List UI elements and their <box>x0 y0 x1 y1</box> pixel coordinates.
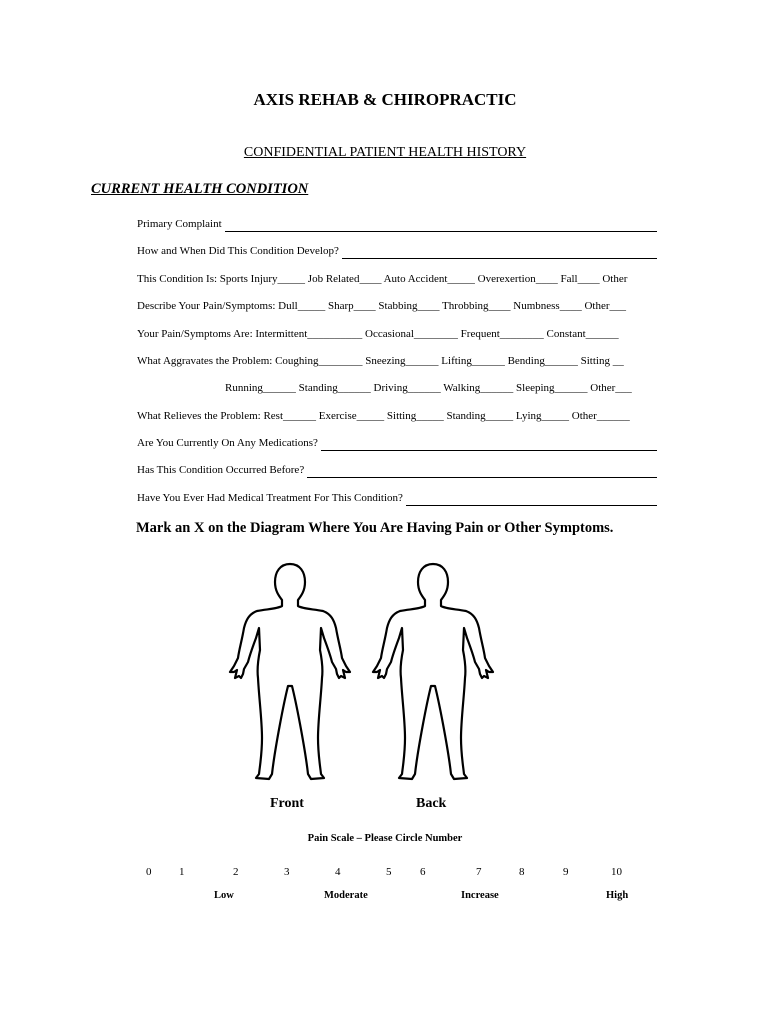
front-label: Front <box>270 796 304 811</box>
occurred-before-field[interactable] <box>307 465 657 478</box>
describe-pain-row[interactable]: Describe Your Pain/Symptoms: Dull_____ Sharp____ Stabbing____ Throbbing____ Numbness____ Other___ <box>137 300 626 312</box>
aggravates-row[interactable]: What Aggravates the Problem: Coughing________ Sneezing______ Lifting______ Bending______ Sitting __ <box>137 355 624 367</box>
back-label: Back <box>416 796 447 811</box>
how-when-row <box>137 243 657 259</box>
pain-scale-number[interactable]: 1 <box>179 866 185 878</box>
medical-treatment-label: Have You Ever Had Medical Treatment For This Condition? <box>137 492 403 504</box>
front-body-diagram[interactable] <box>225 558 355 788</box>
medical-treatment-row <box>137 490 657 506</box>
primary-complaint-field[interactable] <box>225 219 657 232</box>
section-title: CURRENT HEALTH CONDITION <box>91 181 309 197</box>
front-body-outline <box>230 564 350 779</box>
medical-treatment-field[interactable] <box>406 493 657 506</box>
pain-frequency-row[interactable]: Your Pain/Symptoms Are: Intermittent__________ Occasional________ Frequent________ Constant______ <box>137 328 619 340</box>
pain-scale-number[interactable]: 10 <box>611 866 622 878</box>
diagram-heading: Mark an X on the Diagram Where You Are Having Pain or Other Symptoms. <box>136 520 614 536</box>
how-when-label: How and When Did This Condition Develop? <box>137 245 339 257</box>
pain-scale-label-low: Low <box>214 890 234 901</box>
pain-scale-label-moderate: Moderate <box>324 890 368 901</box>
form-title: CONFIDENTIAL PATIENT HEALTH HISTORY <box>243 145 527 160</box>
medications-label: Are You Currently On Any Medications? <box>137 437 318 449</box>
medications-row <box>137 435 657 451</box>
pain-scale-number[interactable]: 2 <box>233 866 239 878</box>
how-when-field[interactable] <box>342 246 657 259</box>
pain-scale-number[interactable]: 6 <box>420 866 426 878</box>
pain-scale-number[interactable]: 5 <box>386 866 392 878</box>
back-body-outline <box>373 564 493 779</box>
aggravates-cont-row[interactable]: Running______ Standing______ Driving______ Walking______ Sleeping______ Other___ <box>225 382 632 394</box>
pain-scale-number[interactable]: 9 <box>563 866 569 878</box>
back-body-diagram[interactable] <box>368 558 498 788</box>
occurred-before-label: Has This Condition Occurred Before? <box>137 464 305 476</box>
pain-scale-number[interactable]: 4 <box>335 866 341 878</box>
primary-complaint-label: Primary Complaint <box>137 218 222 230</box>
clinic-name: AXIS REHAB & CHIROPRACTIC <box>253 90 517 109</box>
pain-scale-label-high: High <box>606 890 629 901</box>
pain-scale-number[interactable]: 7 <box>476 866 482 878</box>
primary-complaint-row <box>137 216 657 232</box>
medications-field[interactable] <box>321 438 657 451</box>
condition-type-row[interactable]: This Condition Is: Sports Injury_____ Job Related____ Auto Accident_____ Overexertion____ Fall____ Other <box>137 273 628 285</box>
occurred-before-row <box>137 462 657 478</box>
pain-scale-number[interactable]: 0 <box>146 866 152 878</box>
pain-scale-number[interactable]: 3 <box>284 866 290 878</box>
relieves-row[interactable]: What Relieves the Problem: Rest______ Exercise_____ Sitting_____ Standing_____ Lying_____ Other______ <box>137 410 630 422</box>
pain-scale-title: Pain Scale – Please Circle Number <box>307 833 463 844</box>
pain-scale-label-increase: Increase <box>461 890 499 901</box>
pain-scale-number[interactable]: 8 <box>519 866 525 878</box>
